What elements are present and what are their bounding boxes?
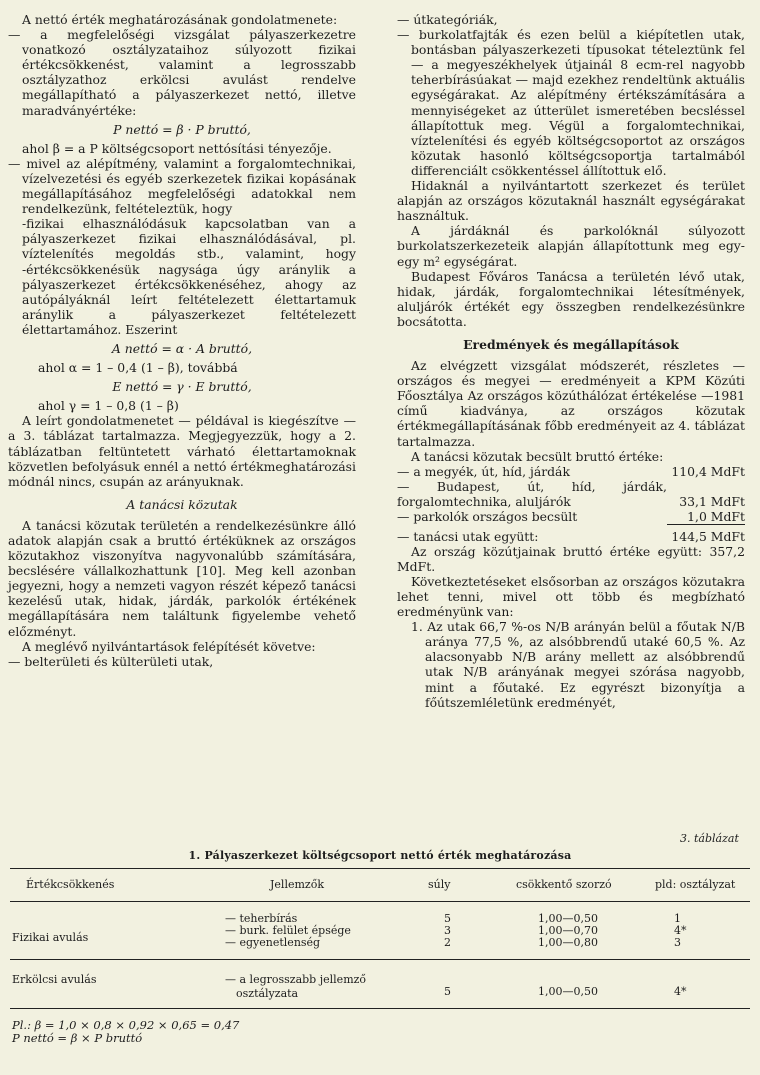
feature-cell: — a legrosszabb jellemző [225,973,367,986]
header-depreciation: Értékcsökkenés [26,878,115,891]
paragraph-results: Az elvégzett vizsgálat módszerét, részletes — országos és megyei — eredményeit a KPM Közúti Főosztálya Az országos közúthálózat értékelése —1981 című kiadványa, az országos közutak értékmegállapításának főbb eredményeit az 4. táblázat tartalmazza. [397,358,745,449]
formula-a-net: A nettó = α · A bruttó, [111,340,253,356]
table-rule-bottom [10,1008,750,1009]
paragraph-table-ref: A leírt gondolatmenetet — példával is kiegészítve — a 3. táblázat tartalmazza. Megjegyezzük, hogy a 2. táblázatban feltüntetett várható élettartamoknak közvetlen befolyásuk ennél a nettó értékmeghatározási módnál nincs, csupán az arányuknak. [8,413,356,489]
table-rule-header [10,901,750,902]
paragraph-budapest: Budapest Főváros Tanácsa a területén lévő utak, hidak, járdák, forgalomtechnikai létesítmények, aluljárók értékét egy összegben rendelkezésünkre bocsátotta. [397,268,745,329]
section-heading-results: Eredmények és megállapítások [463,336,679,352]
sum-value: 33,1 MdFt [679,493,745,509]
records-item-2: — útkategóriák, [397,12,498,27]
sum-total-value: 144,5 MdFt [667,524,745,544]
feature-cell: — egyenetlenség [225,936,321,949]
paragraph-sidewalks: A járdáknál és parkolóknál súlyozott burkolatszerkezeteik alapján állapítottunk meg egy-egy m² egységárat. [397,223,745,269]
method-item-2-cont: -fizikai elhasználódásuk kapcsolatban van a pályaszerkezet fizikai elhasználódásával, pl. víztelenítés megoldás stb., valamint, hogy -értékcsökkenésük nagysága úgy aránylik a pályaszerkezet értékcsökkenéséhez, ahogy az autópályáknál leírt feltételezett élettartamuk aránylik a pályaszerkezet feltételezett élettartamához. Eszerint [22,216,356,337]
paragraph-council-roads: A tanácsi közutak területén a rendelkezésünkre álló adatok alapján csak a bruttó értéküknek az országos közutakhoz viszonyítva nagyvonalúbb számítására, becslésére vállalkozhattunk [10]. Meg kell azonban jegyezni, hogy a nemzeti vagyon részét képező tanácsi kezelésű utak, hidak, járdák, parkolók értékének megállapítására nem találtunk figyelembe vehető előzményt. [8,517,356,639]
paragraph-bridges: Hidaknál a nyilvántartott szerkezet és terület alapján az országos közutaknál használt egységárakat használtuk. [397,178,745,224]
sum-value: 110,4 MdFt [671,463,745,479]
council-value-table [397,464,745,544]
factor-cell: 1,00—0,50 [538,985,598,998]
header-factor: csökkentő szorzó [516,878,612,891]
paragraph-council-value: A tanácsi közutak becsült bruttó értéke: [411,448,664,464]
formula-a-where: ahol α = 1 – 0,4 (1 – β), továbbá [38,360,238,376]
left-column [8,12,356,669]
sum-row [397,509,745,525]
feature-cell: osztályzata [236,987,299,1000]
formula-p-where: ahol β = a P költségcsoport nettósítási tényezője. [22,140,332,156]
sum-row [397,464,745,479]
grade-cell: 4* [674,924,687,937]
sum-label: — Budapest, út, híd, járdák, forgalomtechnika, aluljárók [397,478,667,509]
section-heading-council-roads: A tanácsi közutak [126,496,238,512]
feature-cell: — burk. felület épsége [225,924,351,937]
records-item-1: — belterületi és külterületi utak, [8,653,214,669]
right-column [397,12,745,710]
weight-cell: 3 [444,924,451,937]
table-footnote [12,1019,239,1045]
intro-text: A nettó érték meghatározásának gondolatmenete: [22,12,338,27]
factor-cell: 1,00—0,70 [538,924,598,937]
weight-cell: 5 [444,985,451,998]
table-rule-top [10,868,750,869]
grade-cell: 1 [674,912,681,925]
group-physical: Fizikai avulás [12,931,89,944]
paragraph-records: A meglévő nyilvántartások felépítését követve: [22,638,316,654]
sum-label: — parkolók országos becsült [397,509,578,525]
sum-total-row [397,524,745,544]
header-grade: pld: osztályzat [655,878,736,891]
formula-p-net: P nettó = β · P bruttó, [113,121,251,137]
table-title: 1. Pályaszerkezet költségcsoport nettó érték meghatározása [188,849,572,862]
footnote-example: Pl.: β = 1,0 × 0,8 × 0,92 × 0,65 = 0,47 [12,1018,240,1032]
sum-row [397,479,745,509]
table-label: 3. táblázat [680,832,739,845]
weight-cell: 5 [444,912,451,925]
feature-cell: — teherbírás [225,912,298,925]
factor-cell: 1,00—0,80 [538,936,598,949]
footnote-formula: P nettó = β × P bruttó [12,1031,143,1045]
formula-e-where: ahol γ = 1 – 0,8 (1 – β) [38,398,179,414]
weight-cell: 2 [444,936,451,949]
grade-cell: 3 [674,936,681,949]
paragraph-national-value: Az ország közútjainak bruttó értéke együtt: 357,2 MdFt. [397,543,745,574]
method-item-2: — mivel az alépítmény, valamint a forgalomtechnikai, vízelvezetési és egyéb szerkezetek fizikai kopásának megállapításához megfelelőségi adatokkal nem rendelkezünk, feltételeztük, hogy [8,155,356,217]
group-moral: Erkölcsi avulás [12,973,97,986]
records-item-3: — burkolatfajták és ezen belül a kiépítetlen utak, bontásban pályaszerkezeti típusokat tételeztünk fel — a megyeszékhelyek útjainál 8 ecm-rel nagyobb teherbírásúakat — majd ezekhez rendeltünk aktuális egységárakat. Az alépítmény értékszámítására a mennyiségeket az útterület ismeretében becsléssel állapítottuk meg. Végül a forgalomtechnikai, víztelenítési és egyéb költségcsoportot az országos közutak hasonló költségcsoportja tartalmából differenciált csökkentéssel állítottuk elő. [397,27,745,178]
paragraph-conclusions: Következtetéseket elsősorban az országos közutakra lehet tenni, mivel ott több és megbízható eredményünk van: [397,573,745,620]
table-rule-mid [10,959,750,960]
formula-e-net: E nettó = γ · E bruttó, [112,379,252,395]
factor-cell: 1,00—0,50 [538,912,598,925]
header-weight: súly [428,878,451,891]
grade-cell: 4* [674,985,687,998]
method-item-1: — a megfelelőségi vizsgálat pályaszerkezetre vonatkozó osztályzataihoz súlyozott fizikai értékcsökkenést, valamint a legrosszabb osztályzathoz erkölcsi avulást rendelve megállapítható a pályaszerkezet nettó, illetve maradványértéke: [8,27,356,118]
sum-total-label: — tanácsi utak együtt: [397,528,539,544]
sum-value: 1,0 MdFt [687,508,745,524]
header-features: Jellemzők [270,878,324,891]
sum-label: — a megyék, út, híd, járdák [397,463,570,479]
conclusion-item-1: 1. Az utak 66,7 %-os N/B arányán belül a főutak N/B aránya 77,5 %, az alsóbbrendű utaké 60,5 %. Az alacsonyabb N/B arány mellett az alsóbbrendű utak N/B arányának megyei szórása nagyobb, mint a főutaké. Ez egyrészt bizonyítja a főútszemléletünk eredményét, [411,619,745,710]
